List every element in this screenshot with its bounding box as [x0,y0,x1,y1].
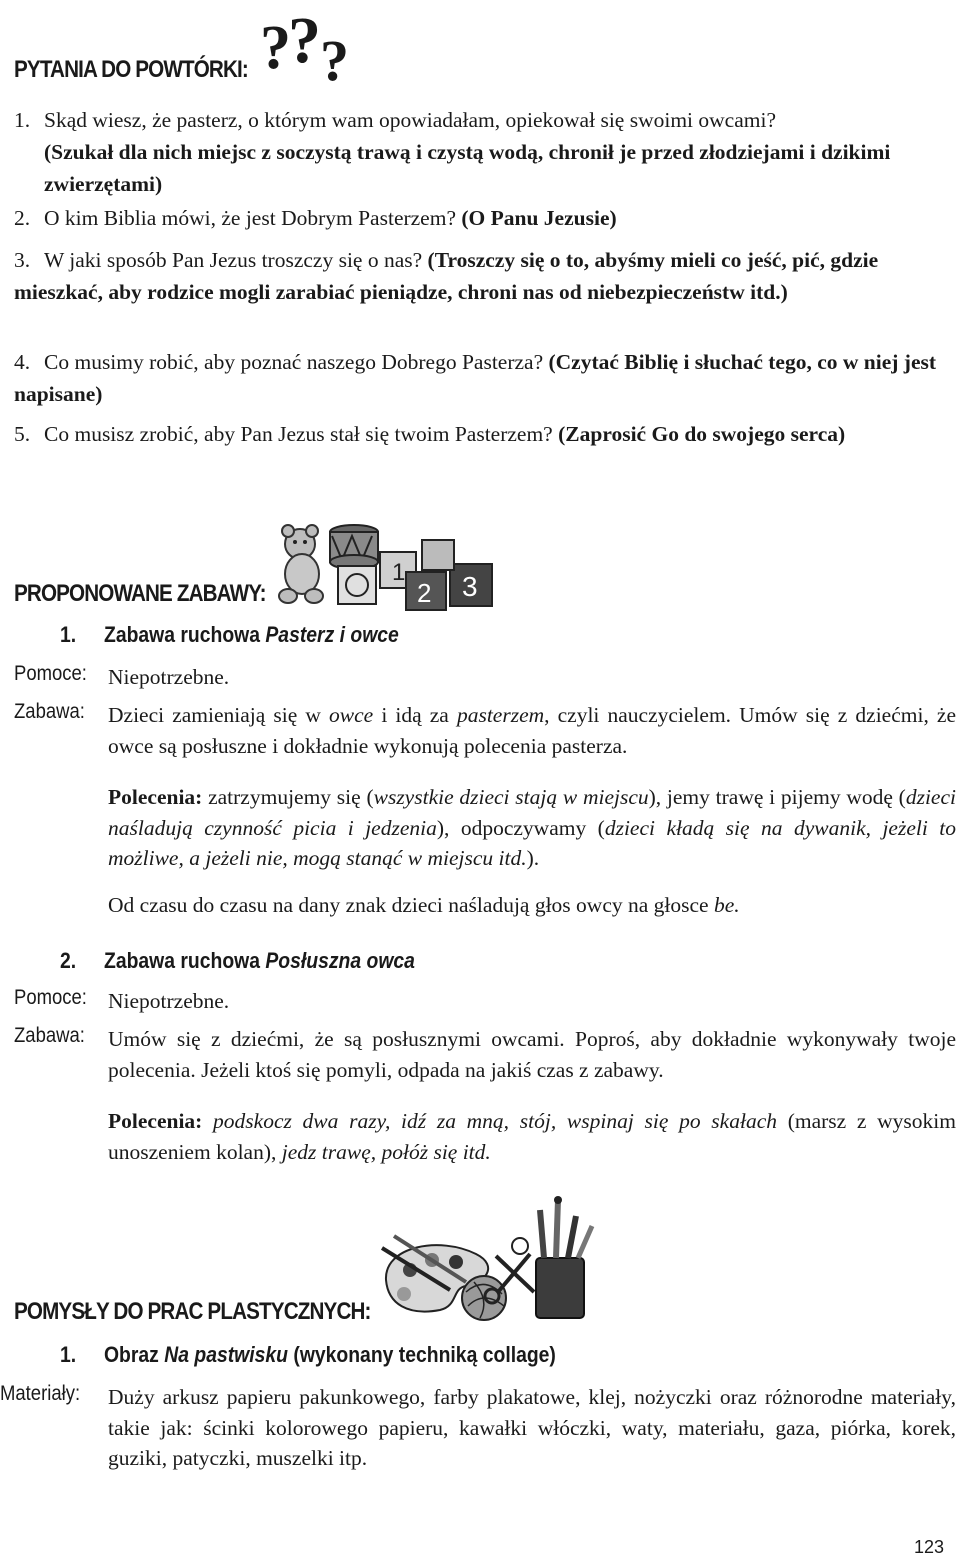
question-marks-icon [260,6,360,91]
art-supplies-illustration [380,1196,600,1328]
game-2-pomoce-label: Pomoce: [14,986,87,1009]
game-1-zabawa-label: Zabawa: [14,700,85,723]
art-item-1-materials: Duży arkusz papieru pakunkowego, farby plakatowe, klej, nożyczki oraz różnorodne materiały, takie jak: ścinki kolorowego papieru, kawałki włóczki, waty, materiału, gaza, piórka, korek, guziki, patyczki, muszelki itp. [108,1385,956,1470]
game-2-title: 2. Zabawa ruchowa Posłuszna owca [60,948,415,973]
question-5: 5. Co musisz zrobić, aby Pan Jezus stał się twoim Pasterzem? (Zaprosić Go do swojego serca) [14,422,846,446]
svg-text:?: ? [260,14,291,82]
svg-text:1: 1 [392,559,406,586]
toys-illustration [272,522,502,614]
art-item-1-materials-label: Materiały: [0,1382,81,1405]
svg-text:2: 2 [417,578,432,608]
game-1-pomoce-label: Pomoce: [14,662,87,685]
game-1-polecenia: Polecenia: zatrzymujemy się (wszystkie dzieci stają w miejscu), jemy trawę i pijemy wodę (dzieci naśladują czynność picia i jedzenia), odpoczywamy (dzieci kładą się na dywanik, jeżeli to możliwe, a jeżeli nie, mogą stanąć w miejscu itd.). [108,785,956,870]
art-item-1-title: 1. Obraz Na pastwisku (wykonany techniką collage) [60,1342,556,1367]
svg-text:3: 3 [462,571,478,602]
game-2-polecenia: Polecenia: podskocz dwa razy, idź za mną, stój, wspinaj się po skałach (marsz z wysokim unoszeniem kolan), jedz trawę, połóż się itd. [108,1109,956,1164]
page-number: 123 [913,1537,944,1557]
game-1-title: 1. Zabawa ruchowa Pasterz i owce [60,622,399,647]
section-title-games: PROPONOWANE ZABAWY: [14,580,266,607]
section-title-review-questions: PYTANIA DO POWTÓRKI: [14,56,248,83]
game-2-pomoce: Niepotrzebne. [108,989,230,1013]
section-title-art-ideas: POMYSŁY DO PRAC PLASTYCZNYCH: [14,1298,371,1325]
game-1-zabawa: Dzieci zamieniają się w owce i idą za pasterzem, czyli nauczycielem. Umów się z dziećmi, że owce są posłuszne i dokładnie wykonują polecenia pasterza. [108,703,957,758]
game-1-pomoce: Niepotrzebne. [108,665,230,689]
svg-text:?: ? [320,28,349,86]
game-2-zabawa-label: Zabawa: [14,1024,85,1047]
game-2-zabawa: Umów się z dziećmi, że są posłusznymi owcami. Poproś, aby dokładnie wykonywały twoje polecenia. Jeżeli ktoś się pomyli, odpada na jakiś czas z zabawy. [108,1027,956,1082]
game-1-extra: Od czasu do czasu na dany znak dzieci naśladują głos owcy na głosce be. [108,893,740,917]
question-3: 3. W jaki sposób Pan Jezus troszczy się o nas? (Troszczy się o to, abyśmy mieli co jeść, pić, gdzie mieszkać, aby rodzice mogli zarabiać pieniądze, chroni nas od niebezpieczeństw itd.) [14,248,879,304]
question-1: 1. Skąd wiesz, że pasterz, o którym wam opowiadałam, opiekował się swoimi owcami? (Szukał dla nich miejsc z soczystą trawą i czystą wodą, chronił je przed złodziejami i dzikimi zwierzętami) [14,108,891,196]
question-2: 2. O kim Biblia mówi, że jest Dobrym Pasterzem? (O Panu Jezusie) [14,206,617,230]
question-4: 4. Co musimy robić, aby poznać naszego Dobrego Pasterza? (Czytać Biblię i słuchać tego, co w niej jest napisane) [14,350,937,406]
svg-text:?: ? [288,6,321,77]
